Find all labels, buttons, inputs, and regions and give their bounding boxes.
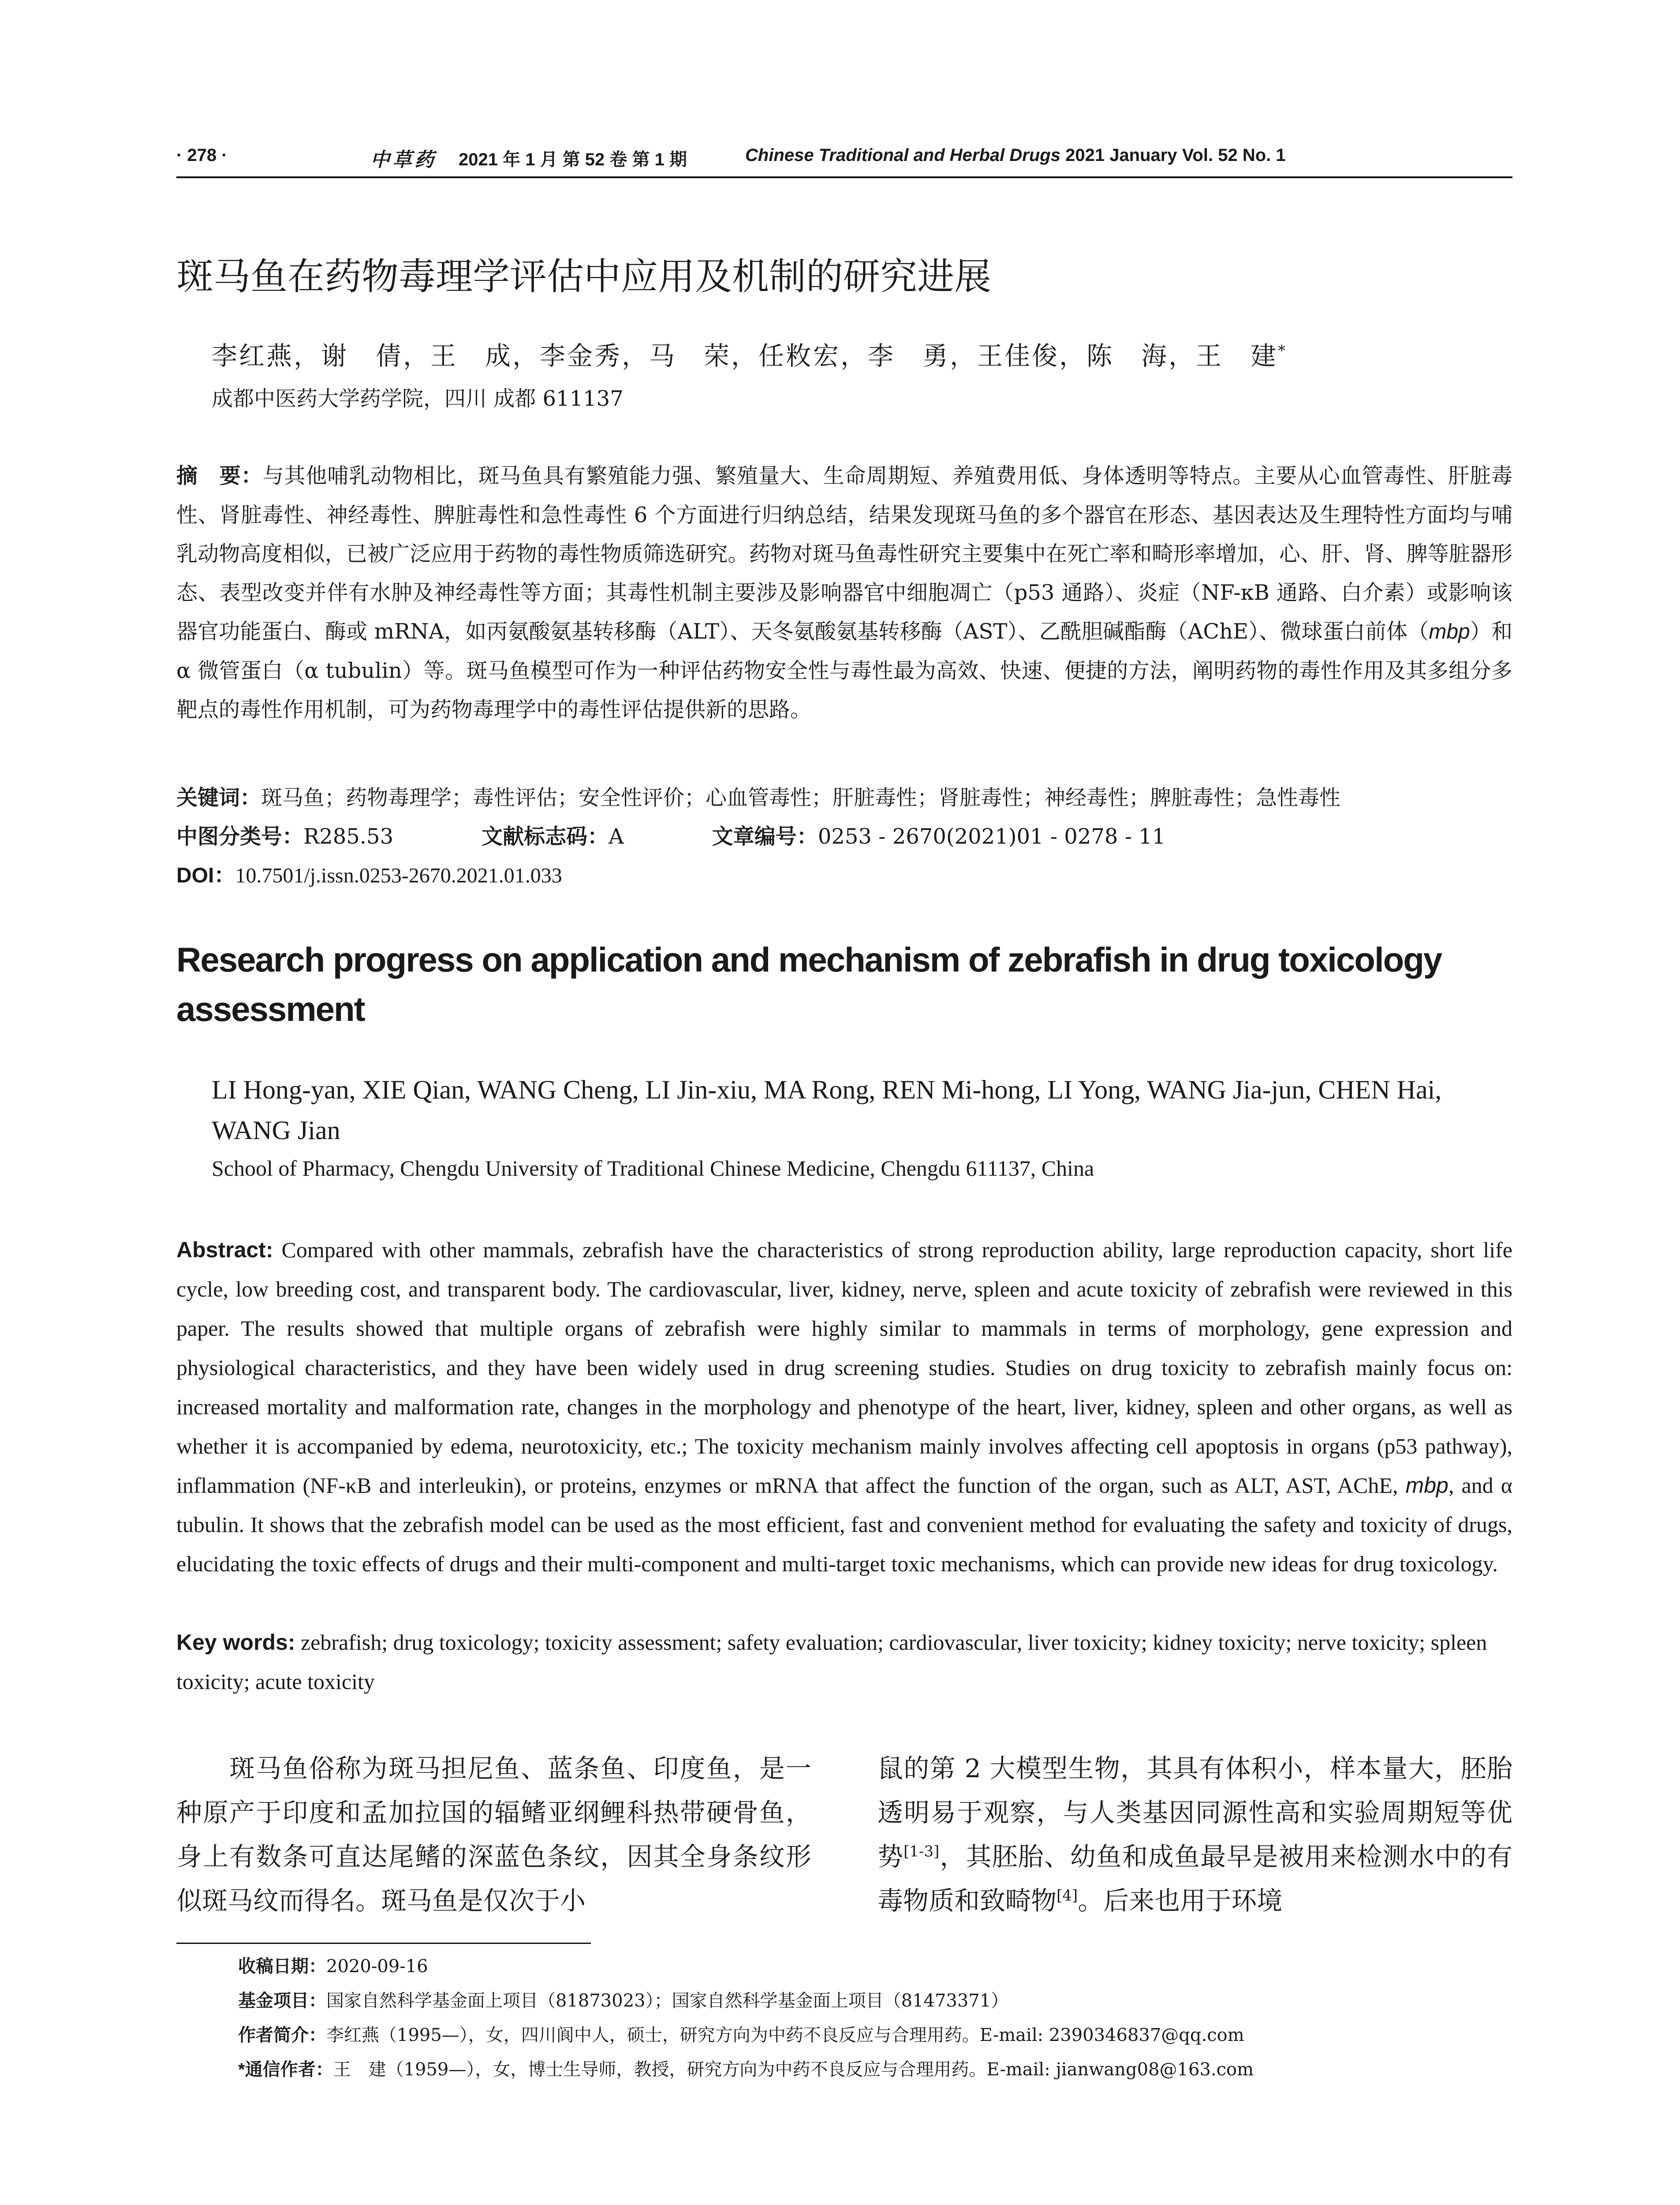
keywords-en: [176, 1623, 1512, 1701]
article-number-value: 0253 - 2670(2021)01 - 0278 - 11: [818, 824, 1166, 849]
doi-line: [176, 856, 1512, 895]
fund-label: 基金项目：: [238, 1991, 326, 2011]
body-column-left: 斑马鱼俗称为斑马担尼鱼、蓝条鱼、印度鱼，是一种原产于印度和孟加拉国的辐鳍亚纲鲤科热带硬骨鱼，身上有数条可直达尾鳍的深蓝色条纹，因其全身条纹形似斑马纹而得名。斑马鱼是仅次于小: [176, 1753, 811, 1916]
abstract-text-en-2: , and α tubulin. It shows that the zebrafish model can be used as the most efficient, fast and convenient method for evaluating the safety and toxicity of drugs, elucidating the toxic effects of drugs and their multi-component and multi-target toxic mechanisms, which can provide new ideas for drug toxicology.: [176, 1473, 1512, 1576]
abstract-cn: [176, 456, 1512, 729]
article-number-label: 文章编号：: [712, 825, 818, 848]
citation-ref-1[interactable]: [1-3]: [903, 1842, 940, 1861]
doi-value: 10.7501/j.issn.0253-2670.2021.01.033: [235, 864, 562, 887]
footnote-rule: [176, 1943, 591, 1944]
footnotes: [238, 1949, 1512, 2087]
abstract-italic-cn: mbp: [1429, 620, 1470, 643]
issue-date-cn: 2021 年 1 月 第 52 卷 第 1 期: [459, 150, 687, 169]
author-info-label: 作者简介：: [238, 2026, 326, 2045]
keywords-text-en: zebrafish; drug toxicology; toxicity assessment; safety evaluation; cardiovascular, liver toxicity; kidney toxicity; nerve toxicity; spleen toxicity; acute toxicity: [176, 1630, 1487, 1694]
footnote-received: [238, 1949, 1512, 1984]
abstract-italic-en: mbp: [1405, 1473, 1449, 1498]
journal-name-cn: 中草药: [370, 149, 437, 171]
abstract-text-cn: 与其他哺乳动物相比，斑马鱼具有繁殖能力强、繁殖量大、生命周期短、养殖费用低、身体透明等特点。主要从心血管毒性、肝脏毒性、肾脏毒性、神经毒性、脾脏毒性和急性毒性 6 个方面进行归纳总结，结果发现斑马鱼的多个器官在形态、基因表达及生理特性方面均与哺乳动物高度相似，已被广泛应用于药物的毒性物质筛选研究。药物对斑马鱼毒性研究主要集中在死亡率和畸形率增加，心、肝、肾、脾等脏器形态、表型改变并伴有水肿及神经毒性等方面；其毒性机制主要涉及影响器官中细胞凋亡（p53 通路）、炎症（NF-κB 通路、白介素）或影响该器官功能蛋白、酶或 mRNA，如丙氨酸氨基转移酶（ALT）、天冬氨酸氨基转移酶（AST）、乙酰胆碱酯酶（AChE）、微球蛋白前体（: [176, 463, 1512, 644]
authors-cn-text: 李红燕，谢 倩，王 成，李金秀，马 荣，任敉宏，李 勇，王佳俊，陈 海，王 建: [212, 341, 1278, 371]
corresponding-mark: *: [1278, 342, 1288, 360]
running-header: [176, 146, 1512, 176]
header-rule: [176, 176, 1512, 178]
received-value: 2020-09-16: [326, 1956, 428, 1977]
keywords-text-cn: 斑马鱼；药物毒理学；毒性评估；安全性评价；心血管毒性；肝脏毒性；肾脏毒性；神经毒性；脾脏毒性；急性毒性: [261, 785, 1341, 810]
article-title-en: Research progress on application and mechanism of zebrafish in drug toxicology assessment: [176, 940, 1442, 1028]
keywords-cn: [176, 778, 1512, 818]
abstract-label-cn: 摘 要：: [176, 464, 263, 488]
body-right-text-1: 鼠的第 2 大模型生物，其具有体积小，样本量大，胚胎透明易于观察，与人类基因同源性高和实验周期短等优势: [877, 1753, 1512, 1872]
body-right-text-2: ，其胚胎、幼鱼和成鱼最早是被用来检测水中的有毒物质和致畸物: [877, 1842, 1512, 1916]
keywords-label-en: Key words:: [176, 1630, 295, 1655]
received-label: 收稿日期：: [238, 1957, 326, 1976]
keywords-label-cn: 关键词：: [176, 786, 261, 810]
citation-ref-2[interactable]: [4]: [1057, 1887, 1078, 1905]
body-column-right: [877, 1746, 1512, 1923]
abstract-text-cn-2: ）和 α 微管蛋白（α tubulin）等。斑马鱼模型可作为一种评估药物安全性与毒性最为高效、快速、便捷的方法，阐明药物的毒性作用及其多组分多靶点的毒性作用机制，可为药物毒理学中的毒性评估提供新的思路。: [176, 619, 1512, 722]
class-value: R285.53: [303, 824, 394, 849]
body-right-text-3: 。后来也用于环境: [1078, 1886, 1283, 1916]
abstract-label-en: Abstract:: [176, 1237, 273, 1262]
class-label: 中图分类号：: [176, 825, 304, 848]
corresponding-value: 王 建（1959—），女，博士生导师，教授，研究方向为中药不良反应与合理用药。E-mail: jianwang08@163.com: [333, 2059, 1254, 2080]
authors-cn: [212, 335, 1287, 372]
affiliation-cn: 成都中医药大学药学院，四川 成都 611137: [212, 386, 623, 411]
corresponding-label: *通信作者：: [238, 2060, 333, 2079]
article-title-cn: 斑马鱼在药物毒理学评估中应用及机制的研究进展: [176, 256, 992, 297]
classification-line: [176, 817, 1512, 856]
abstract-text-en: Compared with other mammals, zebrafish have the characteristics of strong reproduction ability, large reproduction capacity, short life cycle, low breeding cost, and transparent body. The cardiovascular, liver, kidney, nerve, spleen and acute toxicity of zebrafish were reviewed in this paper. The results showed that multiple organs of zebrafish were highly similar to mammals in terms of morphology, gene expression and physiological characteristics, and they have been widely used in drug screening studies. Studies on drug toxicity to zebrafish mainly focus on: increased mortality and malformation rate, changes in the morphology and phenotype of the heart, liver, kidney, spleen and other organs, as well as whether it is accompanied by edema, neurotoxicity, etc.; The toxicity mechanism mainly involves affecting cell apoptosis in organs (p53 pathway), inflammation (NF-κB and interleukin), or proteins, enzymes or mRNA that affect the function of the organ, such as ALT, AST, AChE,: [176, 1237, 1512, 1498]
author-info-value: 李红燕（1995—），女，四川阆中人，硕士，研究方向为中药不良反应与合理用药。E-mail: 2390346837@qq.com: [326, 2025, 1244, 2045]
affiliation-en: School of Pharmacy, Chengdu University of Traditional Chinese Medicine, Chengdu 611137, China: [212, 1156, 1094, 1181]
doi-label: DOI：: [176, 864, 235, 887]
issue-date-en: 2021 January Vol. 52 No. 1: [1065, 146, 1286, 165]
fund-value: 国家自然科学基金面上项目（81873023）；国家自然科学基金面上项目（81473371）: [326, 1991, 1009, 2011]
page-number: · 278 ·: [176, 146, 228, 165]
doccode-label: 文献标志码：: [482, 825, 609, 848]
doccode-value: A: [609, 824, 624, 849]
abstract-en: [176, 1230, 1512, 1584]
journal-name-en: [745, 146, 1286, 165]
footnote-fund: [238, 1984, 1512, 2018]
footnote-corresponding: [238, 2052, 1512, 2087]
footnote-author: [238, 2018, 1512, 2052]
journal-title-en: Chinese Traditional and Herbal Drugs: [745, 146, 1060, 165]
authors-en: LI Hong-yan, XIE Qian, WANG Cheng, LI Jin-xiu, MA Rong, REN Mi-hong, LI Yong, WANG Jia-jun, CHEN Hai, WANG Jian: [212, 1075, 1442, 1145]
